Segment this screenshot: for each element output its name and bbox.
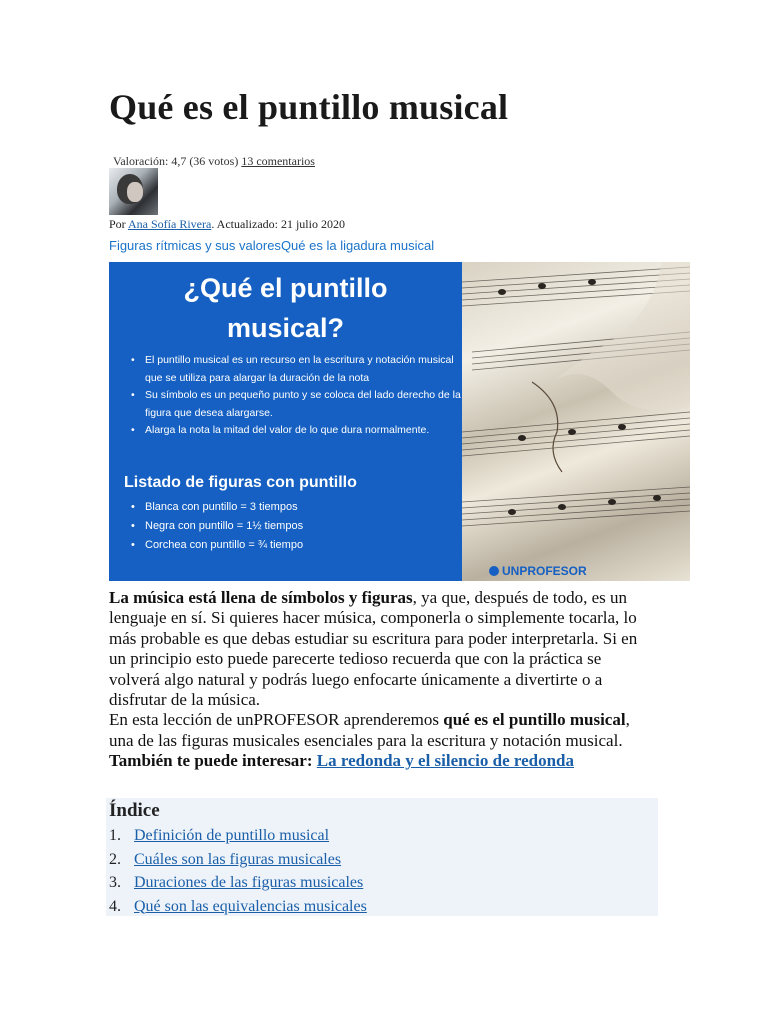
intro-text: , ya que, después de todo, es un lenguaje en sí. Si quieres hacer música, componerla o simplemente tocarla, lo más probable es que debas estudiar su escritura para poder interpretarla. Si en un principio esto puede parecerte tedioso recuerda que con la práctica se volverá algo natural y podrás luego enfocarte únicamente a divertirte o a disfrutar de la música.	[109, 588, 638, 710]
lesson-text-start: En esta lección de unPROFESOR aprenderemos	[109, 710, 444, 730]
lesson-bold: qué es el puntillo musical	[443, 710, 626, 730]
hero-image	[109, 262, 690, 581]
hero-list-item: • Negra con puntillo = 1½ tiempos	[129, 517, 303, 536]
author-avatar	[109, 168, 158, 215]
index-link[interactable]: Duraciones de las figuras musicales	[134, 874, 364, 891]
unprofesor-logo	[489, 564, 587, 578]
index-list	[106, 824, 367, 918]
hero-list-item: • Blanca con puntillo = 3 tiempos	[129, 498, 303, 517]
hero-heading	[109, 268, 462, 348]
index-link[interactable]: Qué son las equivalencias musicales	[134, 897, 367, 915]
intro-bold: La música está llena de símbolos y figuras	[109, 588, 413, 607]
redonda-link[interactable]: La redonda y el silencio de redonda	[316, 751, 575, 771]
index-item	[106, 895, 367, 919]
index-link[interactable]: Definición de puntillo musical	[134, 827, 330, 844]
index-number: 4.	[109, 897, 121, 915]
index-link[interactable]: Cuáles son las figuras musicales	[134, 850, 342, 868]
also-interest	[109, 751, 649, 771]
hero-infographic-panel	[109, 262, 462, 581]
index-item	[106, 871, 367, 895]
hero-list-heading: Listado de figuras con puntillo	[124, 474, 357, 491]
lesson-text-rest: , una de las figuras musicales esenciales para la escritura y notación musical.	[109, 710, 630, 750]
hero-heading-line2: musical?	[226, 313, 345, 343]
index-item	[106, 848, 367, 872]
index-number: 1.	[109, 827, 121, 844]
related-link-ligadura[interactable]: Qué es la ligadura musical	[280, 238, 435, 253]
byline-prefix: Por	[109, 217, 126, 231]
brand-text: UNPROFESOR	[502, 564, 587, 578]
index-number: 2.	[109, 850, 121, 868]
related-links	[109, 238, 434, 253]
page-title: Qué es el puntillo musical	[109, 87, 509, 127]
table-of-contents	[106, 798, 658, 916]
sheet-music-illustration	[462, 262, 690, 581]
rating	[113, 154, 315, 169]
author-link[interactable]: Ana Sofía Rivera	[128, 217, 212, 231]
hero-bullets	[129, 352, 469, 440]
hero-bullet: • Alarga la nota la mitad del valor de lo que dura normalmente.	[129, 422, 469, 440]
logo-icon	[489, 566, 499, 576]
hero-bullet: • Su símbolo es un pequeño punto y se coloca del lado derecho de la figura que desea alargarse.	[129, 387, 469, 422]
index-title: Índice	[109, 800, 160, 821]
updated-date: . Actualizado: 21 julio 2020	[211, 217, 345, 231]
hero-heading-line1: ¿Qué el puntillo	[183, 273, 388, 303]
rating-text: Valoración: 4,7 (36 votos)	[113, 154, 239, 168]
hero-bullet: • El puntillo musical es un recurso en la escritura y notación musical que se utiliza para alargar la duración de la nota	[129, 352, 469, 387]
hero-list-item: • Corchea con puntillo = ¾ tiempo	[129, 536, 303, 555]
hero-list	[129, 498, 303, 555]
intro-paragraph	[109, 588, 649, 710]
comments-link[interactable]: 13 comentarios	[241, 154, 315, 168]
also-interest-label: También te puede interesar:	[109, 751, 317, 771]
sheet-music-photo	[462, 262, 690, 581]
byline	[109, 217, 345, 232]
article-body	[109, 588, 649, 772]
related-link-figuras[interactable]: Figuras rítmicas y sus valores	[109, 238, 281, 253]
lesson-paragraph	[109, 710, 649, 751]
avatar-face	[127, 182, 143, 202]
index-item	[106, 824, 367, 848]
index-number: 3.	[109, 874, 121, 891]
